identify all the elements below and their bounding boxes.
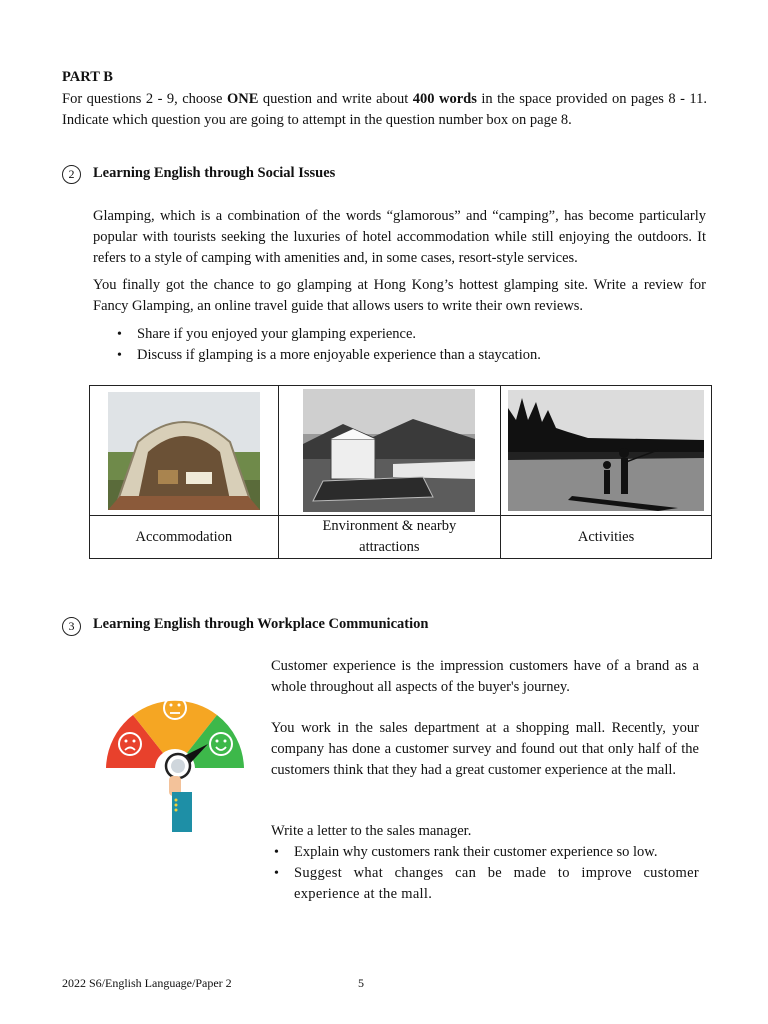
part-heading: PART B <box>62 69 113 85</box>
activities-photo-cell <box>501 386 712 516</box>
list-item: • Discuss if glamping is a more enjoyable experience than a staycation. <box>115 345 705 366</box>
glamping-tent-photo <box>108 392 260 510</box>
question-2-number: 2 <box>62 164 81 185</box>
question-2-bullets <box>115 324 705 366</box>
picture-table <box>89 385 712 559</box>
question-3-task: Write a letter to the sales manager. <box>271 823 472 839</box>
part-instructions: For questions 2 - 9, choose ONE question and write about 400 words in the space provided on pages 8 - 11. Indicate which question you are going to attempt in the question number box on page 8. <box>62 91 708 128</box>
accommodation-photo-cell <box>90 386 279 516</box>
question-2-intro: Glamping, which is a combination of the words “glamorous” and “camping”, has become particularly popular with tourists seeking the luxuries of hotel accommodation while still enjoying the outdoors. It refers to a style of camping with amenities and, in some cases, resort-style services. <box>93 208 706 266</box>
list-item: • Suggest what changes can be made to improve customer experience at the mall. <box>272 863 699 905</box>
question-3-bullets <box>272 842 699 905</box>
footer-paper-info: 2022 S6/English Language/Paper 2 <box>62 976 232 990</box>
question-3-context: You work in the sales department at a shopping mall. Recently, your company has done a customer survey and found out that only half of the customers think that they had a great customer experience at the mall. <box>271 720 699 778</box>
customer-satisfaction-gauge-illustration <box>100 682 250 840</box>
question-2-title: Learning English through Social Issues <box>93 165 336 181</box>
question-3-number: 3 <box>62 616 81 637</box>
question-3-title: Learning English through Workplace Communication <box>93 616 429 632</box>
caption-activities: Activities <box>501 516 712 559</box>
list-item: • Explain why customers rank their customer experience so low. <box>272 842 699 863</box>
caption-accommodation: Accommodation <box>90 516 279 559</box>
question-3-intro: Customer experience is the impression customers have of a brand as a whole throughout all aspects of the buyer's journey. <box>271 658 699 695</box>
question-2-task: You finally got the chance to go glamping at Hong Kong’s hottest glamping site. Write a review for Fancy Glamping, an online travel guide that allows users to write their own reviews. <box>93 277 706 314</box>
caption-environment: Environment & nearby attractions <box>278 516 501 559</box>
lake-deck-photo <box>303 389 475 512</box>
list-item: • Share if you enjoyed your glamping experience. <box>115 324 705 345</box>
page-number: 5 <box>358 976 364 990</box>
environment-photo-cell <box>278 386 501 516</box>
fishing-silhouette-photo <box>508 390 704 511</box>
